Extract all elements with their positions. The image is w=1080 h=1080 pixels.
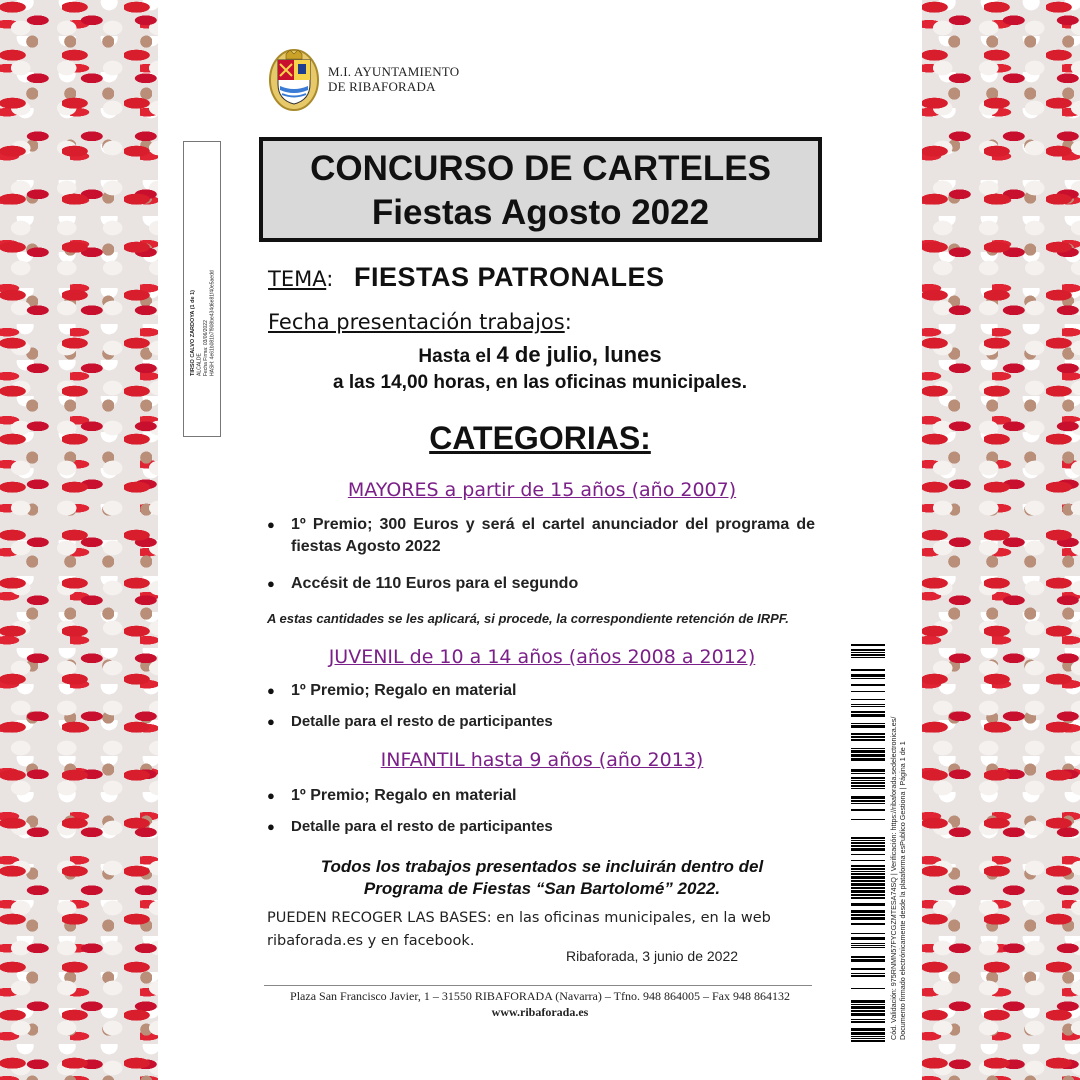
barcode-bar	[851, 837, 885, 839]
barcode-bar	[851, 975, 885, 977]
category-juvenil-title	[262, 646, 822, 668]
category-infantil-title	[262, 749, 822, 771]
barcode-bar	[851, 654, 885, 656]
barcode-bar	[851, 1038, 885, 1039]
mayores-bullet-2: ● Accésit de 110 Euros para el segundo	[267, 573, 815, 595]
title-line2: Fiestas Agosto 2022	[371, 193, 710, 232]
org-name-line2: DE RIBAFORADA	[328, 79, 436, 94]
footer-divider	[264, 985, 812, 986]
barcode-bar	[851, 1010, 885, 1012]
header-logo	[268, 46, 459, 112]
barcode-bar	[851, 1032, 885, 1035]
barcode-bar	[851, 910, 885, 913]
juvenil-bullet-1: ● 1º Premio; Regalo en material	[267, 680, 815, 702]
title-box	[259, 137, 822, 242]
barcode-bar	[851, 725, 885, 728]
barcode-bar	[851, 769, 885, 772]
closing-statement	[262, 856, 822, 900]
barcode-bar	[851, 782, 885, 784]
signature-hash: HASH: 4e61b081b7f908be434d6e81f40e5aedd	[209, 270, 216, 376]
signature-text	[188, 146, 216, 432]
barcode-bar	[851, 848, 885, 851]
barcode-bar	[851, 845, 885, 847]
closing-line1: Todos los trabajos presentados se incluirán dentro del	[320, 857, 764, 876]
mayores-bullet-1: ● 1º Premio; 300 Euros y será el cartel anunciador del programa de fiestas Agosto 2022	[267, 514, 815, 558]
categorias-title: CATEGORIAS:	[429, 420, 651, 456]
fecha-colon: :	[564, 310, 572, 334]
barcode-bar	[851, 754, 885, 757]
barcode-bar	[851, 959, 885, 962]
irpf-note: A estas cantidades se les aplicará, si procede, la correspondiente retención de IRPF.	[267, 611, 789, 626]
barcode-bar	[851, 699, 885, 700]
barcode-bar	[851, 956, 885, 958]
barcode-bar	[851, 894, 885, 896]
verification-line2: Documento firmado electrónicamente desde la plataforma esPublico Gestiona | Página 1 de 1	[898, 741, 907, 1040]
barcode-bar	[851, 865, 885, 867]
category-juvenil-label: JUVENIL de 10 a 14 años (años 2008 a 2012)	[328, 646, 756, 668]
barcode-bar	[851, 842, 885, 844]
barcode-bar	[851, 1013, 885, 1016]
barcode-bar	[851, 704, 885, 705]
barcode-bar	[851, 1028, 885, 1031]
barcode-bar	[851, 803, 885, 804]
verification-text	[886, 644, 920, 1042]
barcode-bar	[851, 706, 885, 707]
deadline-place: a las 14,00 horas, en las oficinas municipales.	[333, 372, 747, 393]
barcode-bar	[851, 750, 885, 753]
barcode-bar	[851, 917, 885, 920]
barcode-bar	[851, 871, 885, 872]
barcode-bar	[851, 868, 885, 870]
barcode-bar	[851, 657, 885, 658]
org-name	[328, 64, 459, 94]
verification-line1: Cód. Validación: 975RNMN57FYCGZMTESA74SQ | Verificación: https://ribaforada.sedelectronica.es/	[889, 716, 898, 1040]
signature-box	[183, 141, 221, 437]
barcode-bar	[851, 923, 885, 925]
barcode-bar	[851, 947, 885, 948]
barcode-bar	[851, 860, 885, 861]
barcode-bar	[851, 854, 885, 855]
barcode-bar	[851, 711, 885, 713]
barcode-bar	[851, 1019, 885, 1020]
barcode-bar	[851, 968, 885, 970]
barcode-bar	[851, 800, 885, 802]
barcode-bar	[851, 988, 885, 989]
document-date: Ribaforada, 3 junio de 2022	[566, 948, 739, 964]
barcode-bar	[851, 880, 885, 882]
barcode-bar	[851, 903, 885, 906]
deadline-date: 4 de julio, lunes	[496, 342, 662, 367]
categorias-heading	[260, 420, 820, 457]
bases-line1: PUEDEN RECOGER LAS BASES: en las oficinas municipales, en la web	[267, 910, 771, 926]
footer-website: www.ribaforada.es	[491, 1005, 589, 1019]
barcode-bar	[851, 649, 885, 651]
org-name-line1: M.I. AYUNTAMIENTO	[328, 64, 460, 79]
barcode-bar	[851, 1021, 885, 1023]
crowd-photo-left	[0, 0, 158, 1080]
deadline-line	[260, 342, 820, 368]
barcode-bar	[851, 933, 885, 934]
barcode-bar	[851, 914, 885, 916]
barcode-bar	[851, 937, 885, 940]
barcode-bar	[851, 887, 885, 889]
barcode-bar	[851, 897, 885, 899]
barcode-bar	[851, 1040, 885, 1042]
signer-role: ALCALDE	[196, 353, 203, 376]
category-infantil-label: INFANTIL hasta 9 años (año 2013)	[380, 749, 704, 771]
category-mayores-label: MAYORES a partir de 15 años (año 2007)	[347, 479, 737, 501]
category-mayores-title	[262, 479, 822, 501]
signer-name: TIRSO CALVO ZARDOYA (1 de 1)	[190, 290, 196, 376]
barcode-bar	[851, 758, 885, 761]
barcode-bar	[851, 736, 885, 738]
bases-line2: ribaforada.es y en facebook.	[267, 933, 475, 949]
barcode-bar	[851, 890, 885, 893]
barcode-bar	[851, 809, 885, 811]
fecha-label: Fecha presentación trabajos	[268, 310, 565, 334]
tema-colon: :	[326, 267, 334, 291]
barcode-bar	[851, 1000, 885, 1003]
footer-address: Plaza San Francisco Javier, 1 – 31550 RIBAFORADA (Navarra) – Tfno. 948 864005 – Fax 948 864132	[290, 989, 790, 1003]
infantil-bullet-2: ● Detalle para el resto de participantes	[267, 816, 815, 838]
barcode-bar	[851, 819, 885, 820]
barcode-bar	[851, 945, 885, 946]
barcode-bar	[851, 973, 885, 974]
barcode-bar	[851, 788, 885, 789]
barcode-bar	[851, 876, 885, 879]
barcode-bar	[851, 883, 885, 886]
barcode-bar	[851, 714, 885, 717]
barcode-icon	[851, 644, 885, 1042]
barcode-bar	[851, 777, 885, 779]
barcode-bar	[851, 678, 885, 679]
barcode-bar	[851, 773, 885, 774]
tema-label: TEMA	[268, 267, 327, 291]
barcode-bar	[851, 733, 885, 735]
crowd-photo-right	[922, 0, 1080, 1080]
closing-line2: Programa de Fiestas “San Bartolomé” 2022.	[363, 879, 721, 898]
deadline-prefix: Hasta el	[418, 346, 497, 367]
tema-row	[268, 262, 664, 293]
barcode-bar	[851, 723, 885, 724]
barcode-bar	[851, 748, 885, 749]
barcode-bar	[851, 691, 885, 692]
footer	[262, 988, 818, 1020]
signature-date: Fecha Firma: 03/06/2022	[203, 320, 209, 376]
tema-value: FIESTAS PATRONALES	[353, 262, 665, 292]
barcode-bar	[851, 785, 885, 787]
barcode-bar	[851, 943, 885, 944]
barcode-bar	[851, 739, 885, 741]
barcode-bar	[851, 1036, 885, 1037]
barcode-bar	[851, 840, 885, 841]
title-line1: CONCURSO DE CARTELES	[310, 149, 771, 188]
bases-info	[267, 907, 807, 953]
barcode-bar	[851, 1006, 885, 1009]
barcode-bar	[851, 1004, 885, 1005]
barcode-bar	[851, 652, 885, 653]
barcode-bar	[851, 796, 885, 799]
infantil-bullet-1: ● 1º Premio; Regalo en material	[267, 785, 815, 807]
juvenil-bullet-2: ● Detalle para el resto de participantes	[267, 711, 815, 733]
coat-of-arms-icon	[268, 46, 320, 112]
barcode-bar	[851, 684, 885, 686]
fecha-label-row	[268, 310, 572, 334]
barcode-bar	[851, 873, 885, 875]
barcode-bar	[851, 674, 885, 677]
barcode-bar	[851, 780, 885, 781]
barcode-bar	[851, 669, 885, 671]
barcode-bar	[851, 644, 885, 646]
